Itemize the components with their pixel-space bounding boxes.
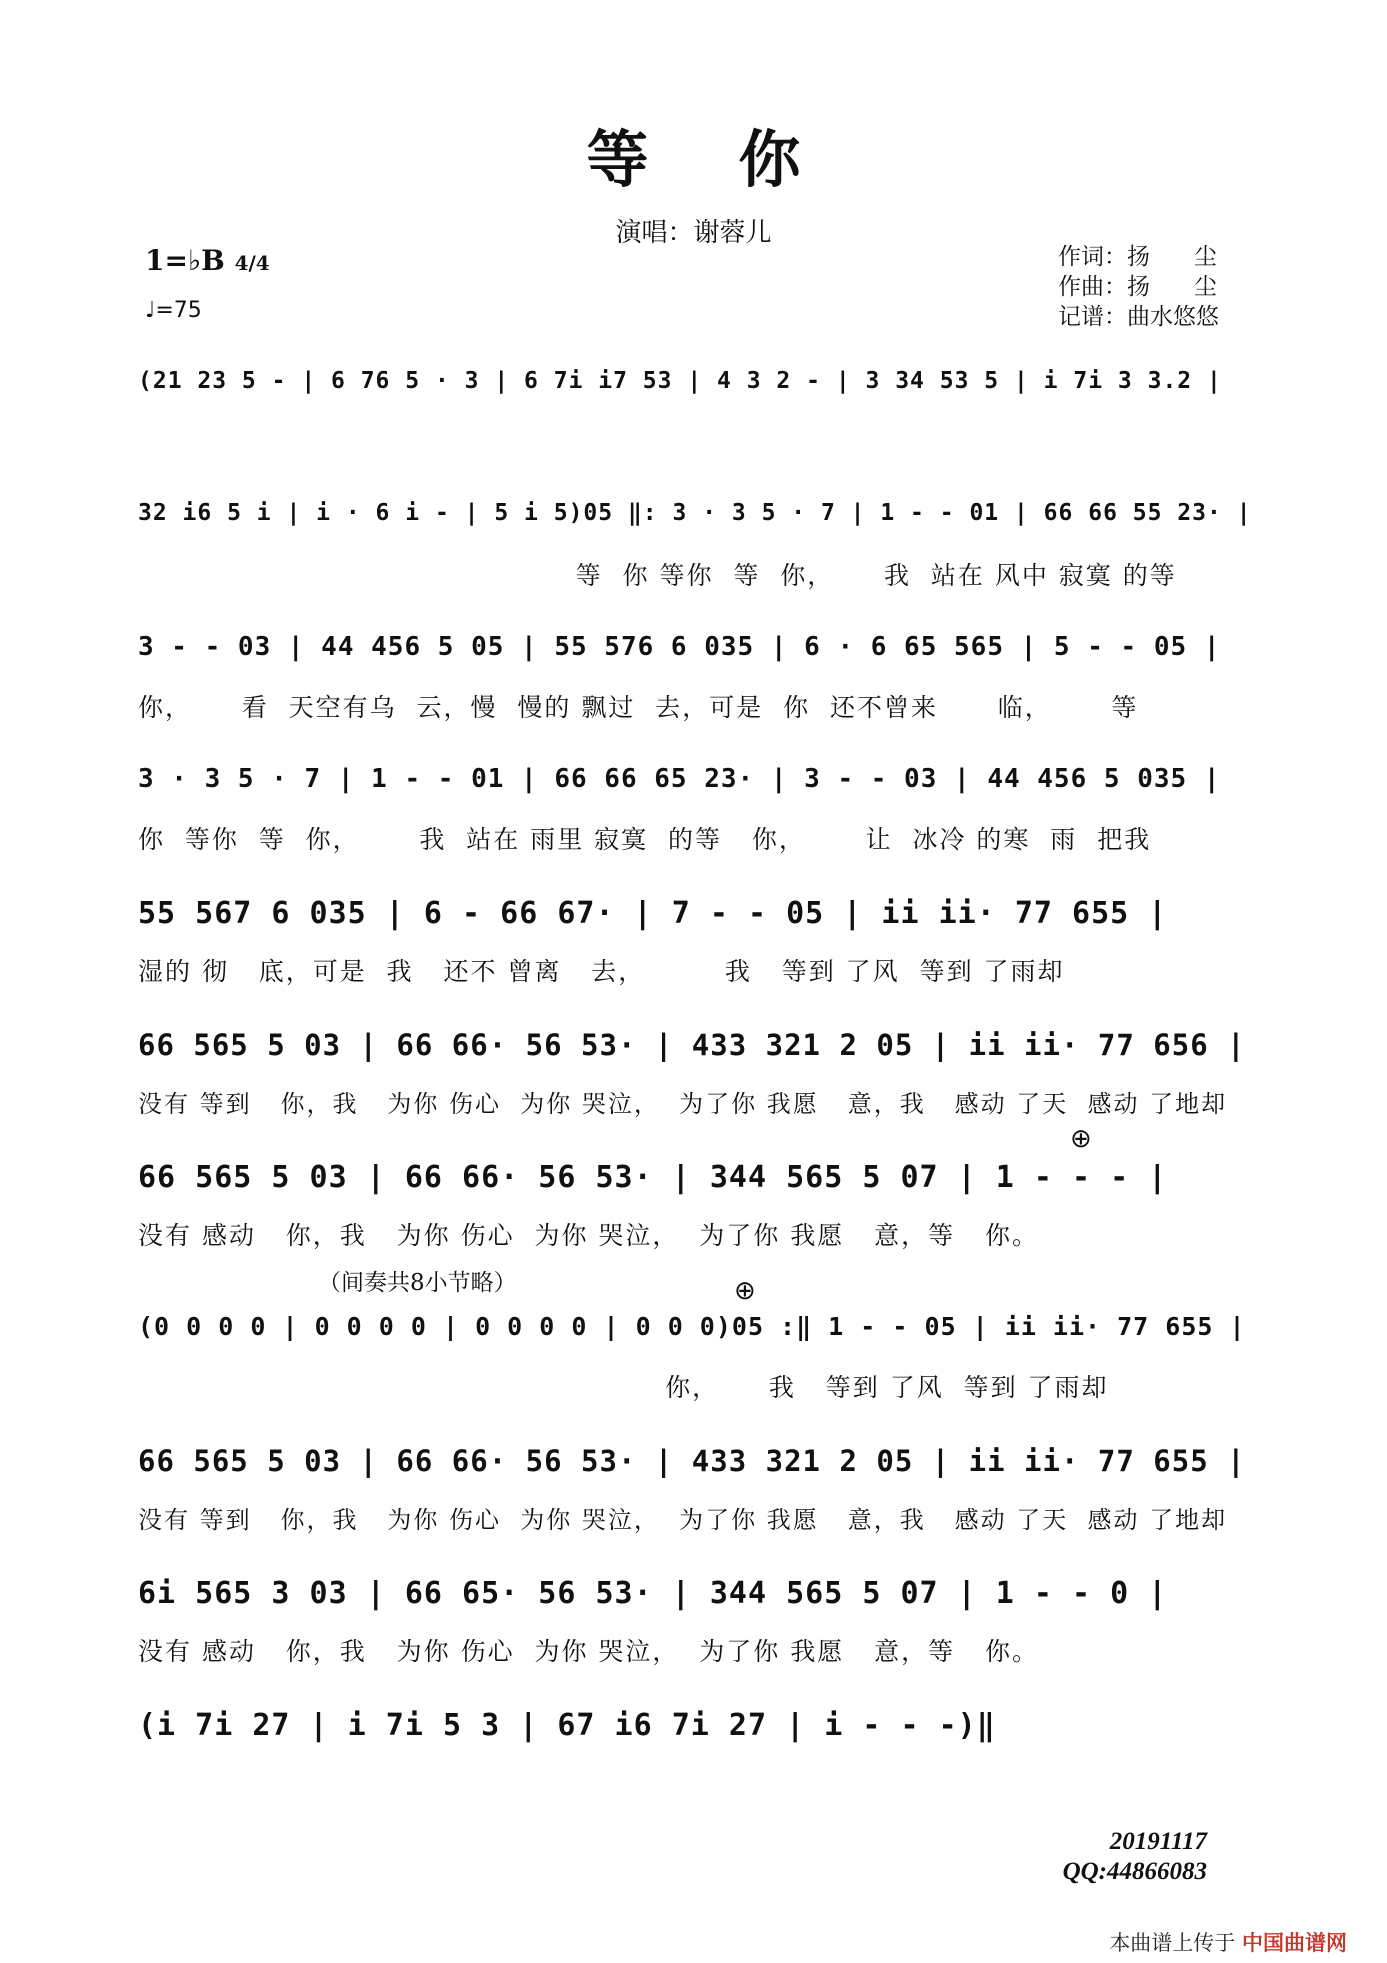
transcriber-credit: 记谱：曲水悠悠 [1058,304,1219,330]
interlude-note: （间奏共8小节略） [318,1270,517,1296]
score-system [138,764,1260,896]
key-signature [145,244,270,277]
notation-line: 66 565 5 03 | 66 66· 56 53· | 433 321 2 05 | ii ii· 77 655 | [138,1444,1246,1478]
watermark-text: 本曲谱上传于 [1109,1931,1236,1955]
lyrics-line: 你， 看 天空有乌 云，慢 慢的 飘过 去，可是 你 还不曾来 临， 等 [138,693,1139,722]
composer-credit: 作曲：扬 尘 [1058,274,1217,300]
notation-line: 66 565 5 03 | 66 66· 56 53· | 433 321 2 05 | ii ii· 77 656 | [138,1028,1246,1062]
time-signature: 4/4 [234,251,270,275]
score-system [138,1708,1260,1840]
watermark-brand: 中国曲谱网 [1242,1931,1347,1955]
numbered-score [138,368,1260,1840]
coda-sign-icon: ⊕ [1070,1124,1092,1154]
score-system [138,1124,1260,1292]
lyrics-line: 没有 感动 你，我 为你 伤心 为你 哭泣， 为了你 我愿 意，等 你。 [138,1637,1039,1666]
score-system [138,1444,1260,1576]
notation-line: (21 23 5 - | 6 76 5 · 3 | 6 7i i7 53 | 4 3 2 - | 3 34 53 5 | i 7i 3 3.2 | [138,368,1222,394]
notation-line: (i 7i 27 | i 7i 5 3 | 67 i6 7i 27 | i - - -)‖ [138,1708,996,1743]
lyrics-line: 没有 等到 你，我 为你 伤心 为你 哭泣， 为了你 我愿 意，我 感动 了天 感动 了地却 [138,1506,1228,1534]
score-system [138,896,1260,1028]
lyrics-line: 等 你 等你 等 你， 我 站在 风中 寂寞 的等 [138,561,1177,590]
notation-line: 6i 565 3 03 | 66 65· 56 53· | 344 565 5 07 | 1 - - 0 | [138,1576,1168,1611]
score-system [138,1270,1260,1444]
lyricist-credit: 作词：扬 尘 [1058,244,1217,270]
notation-line: 3 - - 03 | 44 456 5 05 | 55 576 6 035 | 6 · 6 65 565 | 5 - - 05 | [138,632,1221,662]
footer-date: 20191117 [1109,1828,1207,1855]
lyrics-line: 你， 我 等到 了风 等到 了雨却 [138,1373,1109,1402]
score-system [138,1576,1260,1708]
singer-credit: 演唱：谢蓉儿 [615,218,772,248]
key-label: 1=♭B [145,244,225,277]
page-title: 等你 [586,123,891,196]
notation-line: (0 0 0 0 | 0 0 0 0 | 0 0 0 0 | 0 0 0)05 :‖ 1 - - 05 | ii ii· 77 655 | [138,1312,1246,1341]
score-system [138,500,1260,632]
notation-line: 55 567 6 035 | 6 - 66 67· | 7 - - 05 | ii ii· 77 655 | [138,896,1168,931]
credits-block [1058,242,1219,332]
footer-qq: QQ:44866083 [1062,1858,1207,1885]
notation-line: 32 i6 5 i | i · 6 i - | 5 i 5)05 ‖: 3 · 3 5 · 7 | 1 - - 01 | 66 66 55 23· | [138,500,1252,526]
lyrics-line: 湿的 彻 底，可是 我 还不 曾离 去， 我 等到 了风 等到 了雨却 [138,957,1065,986]
tempo-marking: ♩=75 [145,298,202,323]
notation-line: 3 · 3 5 · 7 | 1 - - 01 | 66 66 65 23· | 3 - - 03 | 44 456 5 035 | [138,764,1221,794]
notation-line: 66 565 5 03 | 66 66· 56 53· | 344 565 5 07 | 1 - - - | [138,1160,1168,1195]
lyrics-line: 没有 感动 你，我 为你 伤心 为你 哭泣， 为了你 我愿 意，等 你。 [138,1221,1039,1250]
site-watermark [1109,1927,1347,1957]
score-system [138,368,1260,500]
lyrics-line: 没有 等到 你，我 为你 伤心 为你 哭泣， 为了你 我愿 意，我 感动 了天 感动 了地却 [138,1090,1228,1118]
lyrics-line: 你 等你 等 你， 我 站在 雨里 寂寞 的等 你， 让 冰冷 的寒 雨 把我 [138,825,1152,854]
coda-sign-icon: ⊕ [734,1276,756,1306]
score-system [138,632,1260,764]
